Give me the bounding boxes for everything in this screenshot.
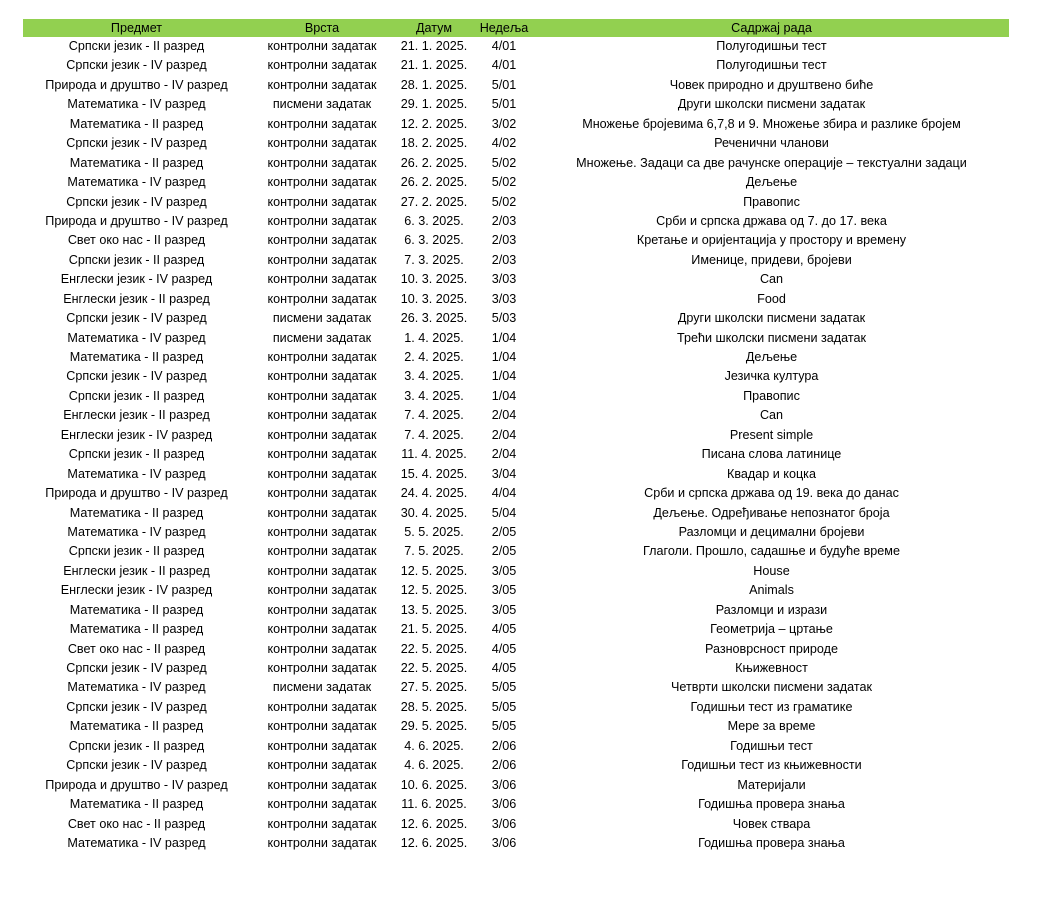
table-row bbox=[23, 445, 1009, 464]
table-row bbox=[23, 193, 1009, 212]
cell-date: 12. 2. 2025. bbox=[400, 116, 468, 131]
cell-date: 27. 2. 2025. bbox=[400, 194, 468, 209]
cell-date: 29. 1. 2025. bbox=[400, 97, 468, 112]
cell-subject: Српски језик - IV разред bbox=[66, 758, 207, 773]
table-row bbox=[23, 309, 1009, 328]
cell-week: 5/05 bbox=[491, 699, 517, 714]
cell-content: Годишњи тест из књижевности bbox=[681, 758, 862, 773]
cell-type: контролни задатак bbox=[267, 427, 377, 442]
cell-subject: Енглески језик - IV разред bbox=[60, 427, 213, 442]
cell-content: Геометрија – цртање bbox=[710, 622, 833, 637]
cell-content: Полугодишњи тест bbox=[716, 58, 827, 73]
cell-type: контролни задатак bbox=[267, 291, 377, 306]
cell-week: 3/06 bbox=[491, 777, 517, 792]
cell-week: 3/05 bbox=[491, 602, 517, 617]
cell-week: 5/02 bbox=[491, 175, 517, 190]
cell-content: Can bbox=[759, 272, 784, 287]
cell-date: 18. 2. 2025. bbox=[400, 136, 468, 151]
cell-type: писмени задатак bbox=[272, 311, 372, 326]
table-row bbox=[23, 270, 1009, 289]
cell-date: 7. 3. 2025. bbox=[404, 252, 464, 267]
cell-date: 21. 1. 2025. bbox=[400, 58, 468, 73]
cell-subject: Математика - IV разред bbox=[67, 97, 206, 112]
cell-week: 4/04 bbox=[491, 486, 517, 501]
table-row bbox=[23, 173, 1009, 192]
cell-date: 10. 6. 2025. bbox=[400, 777, 468, 792]
cell-content: Други школски писмени задатак bbox=[677, 311, 866, 326]
cell-date: 26. 2. 2025. bbox=[400, 175, 468, 190]
cell-type: контролни задатак bbox=[267, 738, 377, 753]
cell-type: писмени задатак bbox=[272, 97, 372, 112]
table-row bbox=[23, 212, 1009, 231]
table-row bbox=[23, 834, 1009, 853]
table-row bbox=[23, 776, 1009, 795]
header-type: Врста bbox=[304, 21, 340, 35]
table-row bbox=[23, 115, 1009, 134]
cell-week: 1/04 bbox=[491, 330, 517, 345]
cell-subject: Математика - IV разред bbox=[67, 524, 206, 539]
cell-content: Food bbox=[757, 291, 786, 306]
cell-subject: Српски језик - II разред bbox=[68, 252, 205, 267]
cell-week: 2/03 bbox=[491, 252, 517, 267]
cell-week: 5/05 bbox=[491, 719, 517, 734]
header-row bbox=[23, 19, 1009, 37]
cell-type: контролни задатак bbox=[267, 175, 377, 190]
cell-week: 5/02 bbox=[491, 194, 517, 209]
cell-date: 10. 3. 2025. bbox=[400, 291, 468, 306]
table-row bbox=[23, 154, 1009, 173]
header-content: Садржај рада bbox=[731, 21, 812, 35]
cell-week: 3/03 bbox=[491, 272, 517, 287]
cell-type: контролни задатак bbox=[267, 622, 377, 637]
cell-type: контролни задатак bbox=[267, 486, 377, 501]
cell-subject: Природа и друштво - IV разред bbox=[45, 77, 228, 92]
cell-date: 7. 5. 2025. bbox=[404, 544, 464, 559]
cell-week: 4/01 bbox=[491, 39, 517, 53]
cell-week: 3/06 bbox=[491, 816, 517, 831]
cell-type: контролни задатак bbox=[267, 272, 377, 287]
table-row bbox=[23, 737, 1009, 756]
cell-date: 13. 5. 2025. bbox=[400, 602, 468, 617]
cell-content: Can bbox=[759, 408, 784, 423]
cell-subject: Свет око нас - II разред bbox=[67, 233, 206, 248]
table-row bbox=[23, 756, 1009, 775]
cell-content: Срби и српска држава од 7. до 17. века bbox=[656, 213, 887, 228]
cell-content: Други школски писмени задатак bbox=[677, 97, 866, 112]
cell-subject: Математика - IV разред bbox=[67, 330, 206, 345]
cell-subject: Српски језик - IV разред bbox=[66, 311, 207, 326]
cell-content: House bbox=[753, 563, 790, 578]
table-row bbox=[23, 37, 1009, 56]
table-row bbox=[23, 698, 1009, 717]
cell-content: Дељење bbox=[745, 175, 798, 190]
cell-type: контролни задатак bbox=[267, 58, 377, 73]
cell-type: контролни задатак bbox=[267, 835, 377, 850]
table-row bbox=[23, 659, 1009, 678]
cell-date: 1. 4. 2025. bbox=[404, 330, 464, 345]
cell-content: Квадар и коцка bbox=[727, 466, 816, 481]
cell-subject: Математика - IV разред bbox=[67, 835, 206, 850]
table-row bbox=[23, 640, 1009, 659]
cell-content: Present simple bbox=[729, 427, 814, 442]
cell-content: Језичка култура bbox=[724, 369, 819, 384]
cell-date: 21. 1. 2025. bbox=[400, 39, 468, 53]
cell-type: контролни задатак bbox=[267, 447, 377, 462]
cell-subject: Математика - IV разред bbox=[67, 175, 206, 190]
cell-week: 2/03 bbox=[491, 213, 517, 228]
cell-week: 5/04 bbox=[491, 505, 517, 520]
cell-content: Множење. Задаци са две рачунске операције – текстуални задаци bbox=[576, 155, 967, 170]
table-row bbox=[23, 76, 1009, 95]
table-row bbox=[23, 95, 1009, 114]
cell-week: 1/04 bbox=[491, 369, 517, 384]
cell-content: Множење бројевима 6,7,8 и 9. Множење збира и разлике бројем bbox=[582, 116, 961, 131]
cell-week: 4/05 bbox=[491, 661, 517, 675]
cell-date: 3. 4. 2025. bbox=[404, 369, 464, 384]
cell-content: Годишња провера знања bbox=[698, 797, 845, 812]
cell-content: Писана слова латинице bbox=[701, 447, 842, 462]
cell-week: 3/05 bbox=[491, 563, 517, 578]
table-row bbox=[23, 484, 1009, 503]
cell-date: 6. 3. 2025. bbox=[404, 213, 464, 228]
table-row bbox=[23, 815, 1009, 834]
cell-content: Књижевност bbox=[735, 661, 808, 675]
cell-type: контролни задатак bbox=[267, 350, 377, 364]
cell-subject: Енглески језик - II разред bbox=[63, 408, 210, 423]
cell-week: 3/04 bbox=[491, 466, 517, 481]
cell-type: контролни задатак bbox=[267, 719, 377, 734]
cell-type: контролни задатак bbox=[267, 213, 377, 228]
cell-week: 5/03 bbox=[491, 311, 517, 326]
cell-subject: Српски језик - IV разред bbox=[66, 699, 207, 714]
cell-type: контролни задатак bbox=[267, 233, 377, 248]
cell-subject: Математика - II разред bbox=[69, 719, 204, 734]
cell-type: контролни задатак bbox=[267, 544, 377, 559]
cell-type: контролни задатак bbox=[267, 524, 377, 539]
cell-subject: Природа и друштво - IV разред bbox=[45, 486, 228, 501]
cell-week: 2/05 bbox=[491, 524, 517, 539]
cell-type: контролни задатак bbox=[267, 388, 377, 403]
cell-content: Глаголи. Прошло, садашње и будуће време bbox=[643, 544, 900, 559]
cell-week: 3/02 bbox=[491, 116, 517, 131]
cell-subject: Српски језик - IV разред bbox=[66, 136, 207, 151]
schedule-table bbox=[23, 19, 1009, 853]
cell-date: 26. 2. 2025. bbox=[400, 155, 468, 170]
cell-subject: Енглески језик - IV разред bbox=[60, 272, 213, 287]
cell-content: Кретање и оријентација у простору и времену bbox=[636, 233, 907, 248]
cell-date: 2. 4. 2025. bbox=[404, 350, 464, 364]
cell-week: 5/05 bbox=[491, 680, 517, 695]
cell-subject: Математика - II разред bbox=[69, 350, 204, 364]
cell-date: 29. 5. 2025. bbox=[400, 719, 468, 734]
cell-subject: Енглески језик - II разред bbox=[63, 291, 210, 306]
cell-subject: Математика - II разред bbox=[69, 116, 204, 131]
table-row bbox=[23, 231, 1009, 250]
cell-week: 2/06 bbox=[491, 738, 517, 753]
cell-content: Дељење. Одређивање непознатог броја bbox=[653, 505, 890, 520]
cell-subject: Српски језик - II разред bbox=[68, 738, 205, 753]
cell-content: Дељење bbox=[745, 350, 798, 364]
cell-week: 2/06 bbox=[491, 758, 517, 773]
cell-subject: Природа и друштво - IV разред bbox=[45, 777, 228, 792]
cell-date: 7. 4. 2025. bbox=[404, 427, 464, 442]
cell-date: 12. 5. 2025. bbox=[400, 583, 468, 598]
cell-subject: Српски језик - II разред bbox=[68, 388, 205, 403]
cell-content: Човек природно и друштвено биће bbox=[669, 77, 874, 92]
cell-subject: Енглески језик - II разред bbox=[63, 563, 210, 578]
cell-type: контролни задатак bbox=[267, 563, 377, 578]
cell-subject: Природа и друштво - IV разред bbox=[45, 213, 228, 228]
cell-type: писмени задатак bbox=[272, 330, 372, 345]
cell-type: контролни задатак bbox=[267, 699, 377, 714]
cell-subject: Српски језик - IV разред bbox=[66, 58, 207, 73]
table-row bbox=[23, 465, 1009, 484]
cell-week: 5/01 bbox=[491, 97, 517, 112]
cell-date: 4. 6. 2025. bbox=[404, 758, 464, 773]
table-row bbox=[23, 523, 1009, 542]
cell-type: контролни задатак bbox=[267, 39, 377, 53]
table-row bbox=[23, 678, 1009, 697]
cell-content: Годишњи тест из граматике bbox=[690, 699, 853, 714]
cell-subject: Математика - II разред bbox=[69, 602, 204, 617]
table-row bbox=[23, 795, 1009, 814]
table-row bbox=[23, 717, 1009, 736]
cell-date: 3. 4. 2025. bbox=[404, 388, 464, 403]
table-row bbox=[23, 601, 1009, 620]
cell-date: 28. 1. 2025. bbox=[400, 77, 468, 92]
cell-date: 26. 3. 2025. bbox=[400, 311, 468, 326]
cell-type: контролни задатак bbox=[267, 252, 377, 267]
cell-type: контролни задатак bbox=[267, 758, 377, 773]
cell-date: 4. 6. 2025. bbox=[404, 738, 464, 753]
table-row bbox=[23, 348, 1009, 367]
cell-week: 3/06 bbox=[491, 835, 517, 850]
cell-date: 22. 5. 2025. bbox=[400, 641, 468, 656]
cell-date: 15. 4. 2025. bbox=[400, 466, 468, 481]
cell-subject: Српски језик - II разред bbox=[68, 544, 205, 559]
cell-type: контролни задатак bbox=[267, 641, 377, 656]
cell-subject: Математика - IV разред bbox=[67, 466, 206, 481]
table-row bbox=[23, 367, 1009, 386]
cell-date: 11. 4. 2025. bbox=[401, 447, 467, 462]
cell-date: 24. 4. 2025. bbox=[400, 486, 468, 501]
table-row bbox=[23, 426, 1009, 445]
cell-subject: Српски језик - IV разред bbox=[66, 661, 207, 675]
cell-date: 22. 5. 2025. bbox=[400, 661, 468, 675]
cell-week: 3/06 bbox=[491, 797, 517, 812]
table-row bbox=[23, 581, 1009, 600]
cell-type: контролни задатак bbox=[267, 797, 377, 812]
cell-content: Разломци и децимални бројеви bbox=[678, 524, 865, 539]
cell-type: контролни задатак bbox=[267, 505, 377, 520]
header-subject: Предмет bbox=[110, 21, 163, 35]
cell-type: контролни задатак bbox=[267, 155, 377, 170]
cell-content: Разноврсност природе bbox=[704, 641, 839, 656]
cell-week: 3/05 bbox=[491, 583, 517, 598]
cell-subject: Математика - II разред bbox=[69, 622, 204, 637]
cell-content: Трећи школски писмени задатак bbox=[677, 330, 866, 345]
table-row bbox=[23, 56, 1009, 75]
cell-content: Годишњи тест bbox=[730, 738, 813, 753]
cell-week: 3/03 bbox=[491, 291, 517, 306]
cell-type: контролни задатак bbox=[267, 661, 377, 675]
cell-date: 12. 5. 2025. bbox=[400, 563, 468, 578]
table-row bbox=[23, 406, 1009, 425]
cell-week: 2/04 bbox=[491, 408, 517, 423]
table-row bbox=[23, 620, 1009, 639]
cell-content: Разломци и изрази bbox=[715, 602, 828, 617]
cell-content: Срби и српска држава од 19. века до данас bbox=[644, 486, 899, 501]
header-date: Датум bbox=[416, 21, 452, 35]
cell-type: контролни задатак bbox=[267, 369, 377, 384]
cell-type: контролни задатак bbox=[267, 816, 377, 831]
cell-subject: Српски језик - II разред bbox=[68, 39, 205, 53]
cell-subject: Свет око нас - II разред bbox=[67, 641, 206, 656]
cell-date: 21. 5. 2025. bbox=[400, 622, 468, 637]
table-row bbox=[23, 290, 1009, 309]
cell-week: 1/04 bbox=[491, 350, 517, 364]
cell-type: контролни задатак bbox=[267, 408, 377, 423]
cell-date: 30. 4. 2025. bbox=[400, 505, 468, 520]
cell-date: 11. 6. 2025. bbox=[401, 797, 467, 812]
cell-subject: Математика - IV разред bbox=[67, 680, 206, 695]
table-row bbox=[23, 251, 1009, 270]
cell-week: 1/04 bbox=[491, 388, 517, 403]
cell-type: контролни задатак bbox=[267, 777, 377, 792]
cell-subject: Српски језик - II разред bbox=[68, 447, 205, 462]
cell-date: 7. 4. 2025. bbox=[404, 408, 464, 423]
cell-subject: Математика - II разред bbox=[69, 155, 204, 170]
cell-type: контролни задатак bbox=[267, 583, 377, 598]
cell-type: контролни задатак bbox=[267, 136, 377, 151]
cell-week: 5/02 bbox=[491, 155, 517, 170]
cell-date: 10. 3. 2025. bbox=[400, 272, 468, 287]
cell-content: Човек ствара bbox=[732, 816, 811, 831]
cell-subject: Математика - II разред bbox=[69, 797, 204, 812]
cell-content: Четврти школски писмени задатак bbox=[671, 680, 872, 695]
cell-date: 12. 6. 2025. bbox=[400, 816, 468, 831]
cell-subject: Свет око нас - II разред bbox=[67, 816, 206, 831]
table-row bbox=[23, 134, 1009, 153]
cell-week: 5/01 bbox=[491, 77, 517, 92]
cell-date: 5. 5. 2025. bbox=[404, 524, 464, 539]
cell-subject: Енглески језик - IV разред bbox=[60, 583, 213, 598]
header-week: Недеља bbox=[479, 21, 529, 35]
cell-type: писмени задатак bbox=[272, 680, 372, 695]
cell-week: 4/05 bbox=[491, 622, 517, 637]
cell-subject: Математика - II разред bbox=[69, 505, 204, 520]
cell-content: Реченични чланови bbox=[714, 136, 829, 151]
cell-date: 12. 6. 2025. bbox=[400, 835, 468, 850]
table-row bbox=[23, 562, 1009, 581]
cell-content: Материјали bbox=[737, 777, 806, 792]
cell-week: 4/01 bbox=[491, 58, 517, 73]
cell-type: контролни задатак bbox=[267, 466, 377, 481]
cell-type: контролни задатак bbox=[267, 602, 377, 617]
cell-content: Именице, придеви, бројеви bbox=[691, 252, 852, 267]
cell-content: Полугодишњи тест bbox=[716, 39, 827, 53]
cell-content: Animals bbox=[749, 583, 794, 598]
cell-date: 6. 3. 2025. bbox=[404, 233, 464, 248]
cell-week: 2/04 bbox=[491, 447, 517, 462]
table-row bbox=[23, 387, 1009, 406]
cell-type: контролни задатак bbox=[267, 77, 377, 92]
cell-type: контролни задатак bbox=[267, 116, 377, 131]
cell-date: 27. 5. 2025. bbox=[400, 680, 468, 695]
cell-content: Правопис bbox=[743, 194, 800, 209]
table-row bbox=[23, 329, 1009, 348]
cell-content: Правопис bbox=[743, 388, 800, 403]
cell-week: 2/05 bbox=[491, 544, 517, 559]
cell-date: 28. 5. 2025. bbox=[400, 699, 468, 714]
cell-week: 4/05 bbox=[491, 641, 517, 656]
cell-subject: Српски језик - IV разред bbox=[66, 194, 207, 209]
table-row bbox=[23, 504, 1009, 523]
cell-content: Мере за време bbox=[727, 719, 816, 734]
cell-week: 2/03 bbox=[491, 233, 517, 248]
table-row bbox=[23, 542, 1009, 561]
cell-type: контролни задатак bbox=[267, 194, 377, 209]
cell-content: Годишња провера знања bbox=[698, 835, 845, 850]
table-body bbox=[23, 37, 1009, 853]
cell-week: 2/04 bbox=[491, 427, 517, 442]
cell-week: 4/02 bbox=[491, 136, 517, 151]
cell-subject: Српски језик - IV разред bbox=[66, 369, 207, 384]
